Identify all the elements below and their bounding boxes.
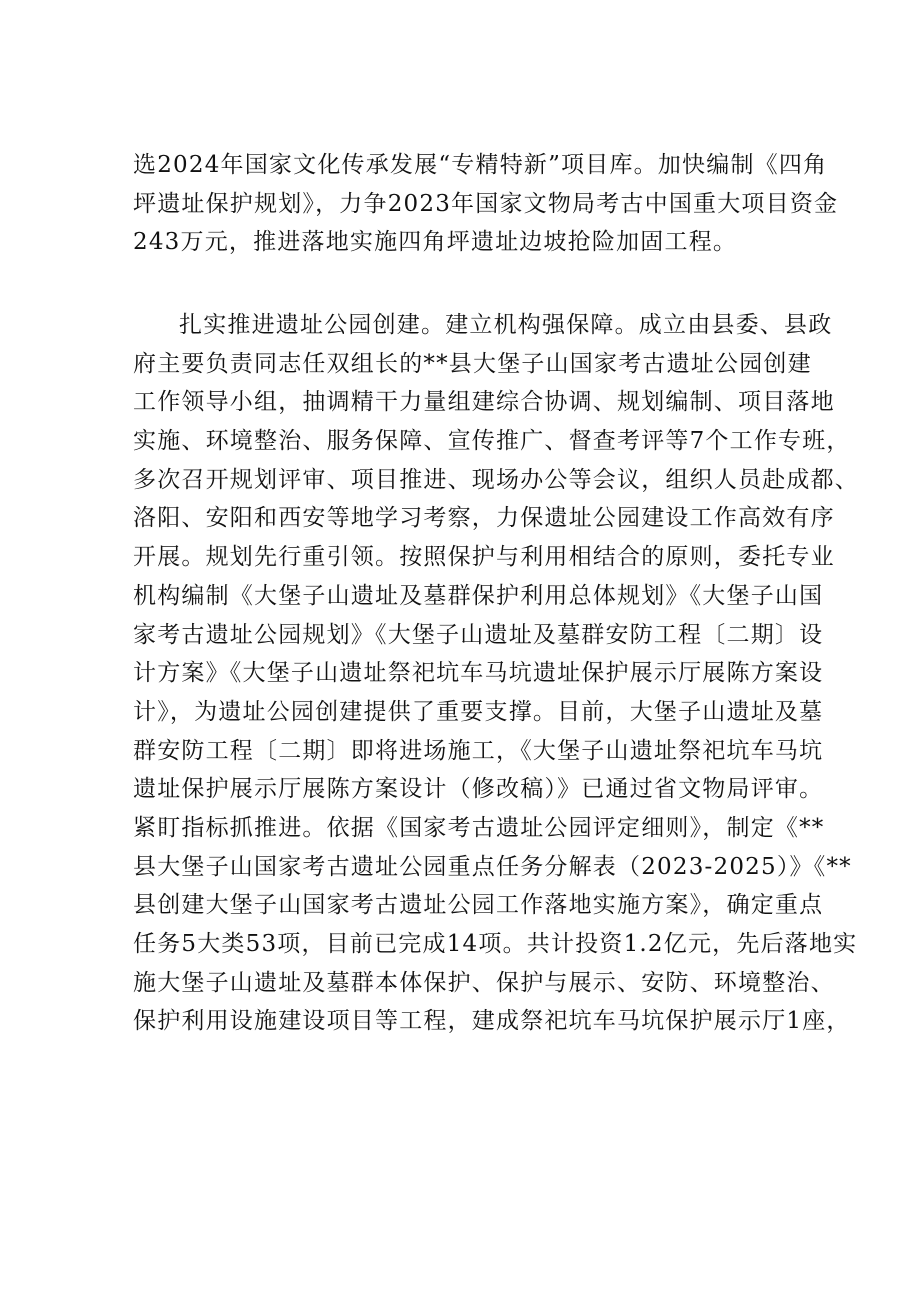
text-line: 紧盯指标抓推进。依据《国家考古遗址公园评定细则》，制定《** (133, 814, 825, 841)
text-line: 任务5大类53项，目前已完成14项。共计投资1.2亿元，先后落地实 (133, 931, 858, 957)
text-line: 扎实推进遗址公园创建。建立机构强保障。成立由县委、县政 (179, 312, 833, 338)
text-line: 计》，为遗址公园创建提供了重要支撑。目前，大堡子山遗址及墓 (133, 698, 824, 725)
text-line: 县大堡子山国家考古遗址公园重点任务分解表（2023-2025）》《** (133, 853, 852, 880)
paragraph-project-planning (133, 146, 839, 262)
text-line: 243万元，推进落地实施四角坪遗址边坡抢险加固工程。 (133, 229, 738, 256)
text-line: 家考古遗址公园规划》《大堡子山遗址及墓群安防工程〔二期〕设 (133, 621, 824, 648)
text-line: 开展。规划先行重引领。按照保护与利用相结合的原则，委托专业 (133, 544, 835, 571)
text-line: 坪遗址保护规划》，力争2023年国家文物局考古中国重大项目资金 (133, 190, 839, 217)
text-line: 洛阳、安阳和西安等地学习考察，力保遗址公园建设工作高效有序 (133, 505, 835, 532)
text-line: 遗址保护展示厅展陈方案设计（修改稿）》已通过省文物局评审。 (133, 776, 824, 803)
text-line: 工作领导小组，抽调精干力量组建综合协调、规划编制、项目落地 (133, 389, 835, 416)
text-line: 县创建大堡子山国家考古遗址公园工作落地实施方案》，确定重点 (133, 892, 824, 919)
text-line: 府主要负责同志任双组长的**县大堡子山国家考古遗址公园创建 (133, 350, 812, 377)
text-line: 群安防工程〔二期〕即将进场施工，《大堡子山遗址祭祀坑车马坑 (133, 737, 824, 764)
text-line: 选2024年国家文化传承发展“专精特新”项目库。加快编制《四角 (133, 152, 828, 178)
paragraph-site-park-creation (133, 306, 859, 1041)
text-line: 机构编制《大堡子山遗址及墓群保护利用总体规划》《大堡子山国 (133, 582, 824, 609)
text-line: 多次召开规划评审、项目推进、现场办公等会议，组织人员赴成都、 (133, 466, 859, 493)
text-line: 实施、环境整治、服务保障、宣传推广、督查考评等7个工作专班， (133, 428, 851, 455)
text-line: 施大堡子山遗址及墓群本体保护、保护与展示、安防、环境整治、 (133, 969, 835, 996)
text-line: 计方案》《大堡子山遗址祭祀坑车马坑遗址保护展示厅展陈方案设 (133, 660, 824, 687)
text-line: 保护利用设施建设项目等工程，建成祭祀坑车马坑保护展示厅1座， (133, 1008, 851, 1035)
